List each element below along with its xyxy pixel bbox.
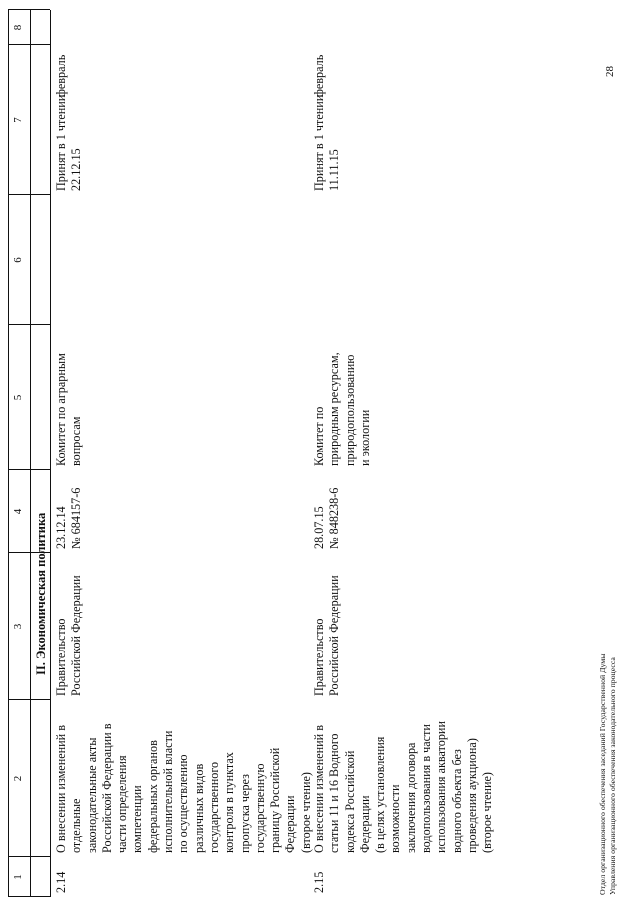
row-2-15-status: Принят в 1 чтении 11.11.15 [312, 94, 342, 191]
header-col-6: 6 [12, 257, 24, 263]
row-2-15-reg: 28.07.15 № 848238-6 [312, 487, 342, 549]
row-2-15-month: февраль [312, 54, 326, 97]
header-col-2: 2 [12, 775, 24, 782]
row-2-15-author: Правительство Российской Федерации [312, 575, 342, 696]
header-col-5: 5 [12, 394, 24, 401]
row-2-14-month: февраль [54, 54, 68, 97]
row-2-15-committee: Комитет по природным ресурсам, природопользованию и экологии [312, 352, 372, 466]
row-2-14-status: Принят в 1 чтении 22.12.15 [54, 94, 84, 191]
header-col-1: 1 [12, 874, 24, 880]
header-bottom-border [30, 10, 31, 897]
section-title: II. Экономическая политика [34, 512, 48, 675]
header-col-8: 8 [12, 24, 24, 31]
header-col-7: 7 [12, 117, 24, 123]
row-2-14-author: Правительство Российской Федерации [54, 575, 84, 696]
row-2-15-title: О внесении изменений в статьи 11 и 16 Водного кодекса Российской Федерации (в целях установления возможности заключения договора водопользования в части использования акватории водного объекта без проведения аукциона) (второе чтение) [312, 721, 495, 853]
row-2-15-number: 2.15 [312, 871, 326, 893]
header-top-border [8, 10, 9, 897]
row-2-14-committee: Комитет по аграрным вопросам [54, 353, 84, 466]
footer-department: Отдел организационного обеспечения заседаний Государственной Думы Управления организационного обеспечения законодательного процесса [598, 653, 617, 895]
row-2-14-title: О внесении изменений в отдельные законодательные акты Российской Федерации в части определения компетенции федеральных органов исполнительной власти по осуществлению различных видов государственного контроля в пунктах пропуска через государственную границу Российской Федерации (второе чтение) [54, 723, 313, 853]
row-2-14-reg: 23.12.14 № 684157-6 [54, 487, 84, 549]
row-2-14-number: 2.14 [54, 871, 68, 893]
header-col-3: 3 [12, 623, 24, 630]
section-divider [50, 10, 51, 897]
header-col-4: 4 [12, 508, 24, 515]
page-number: 28 [604, 66, 616, 77]
